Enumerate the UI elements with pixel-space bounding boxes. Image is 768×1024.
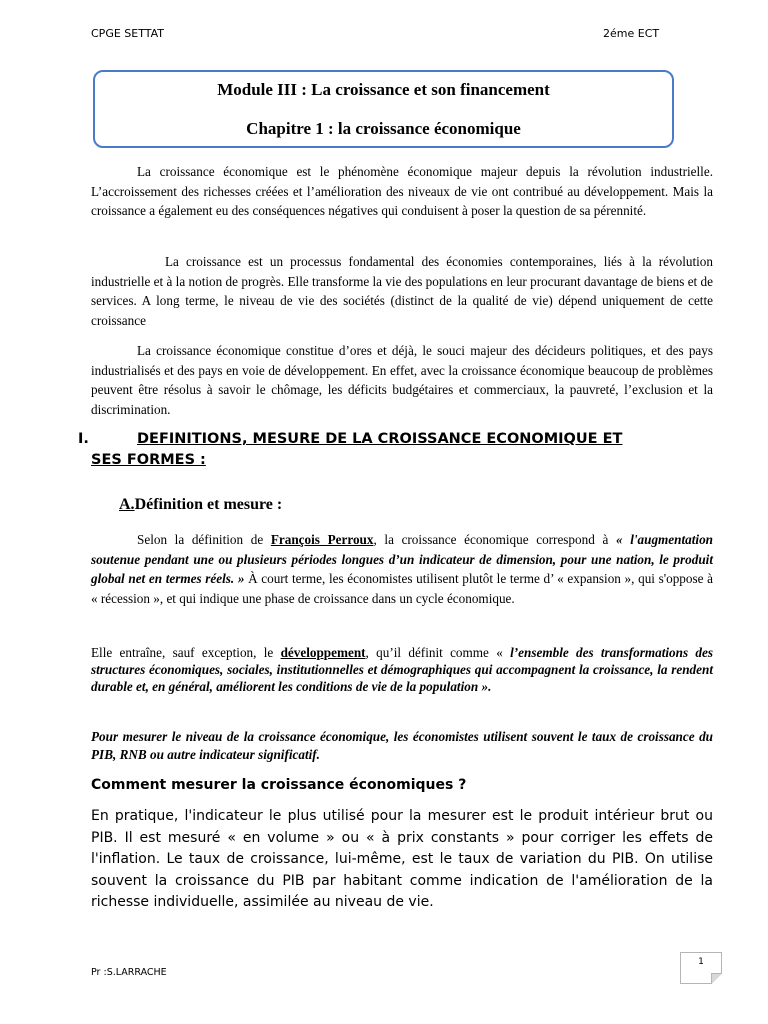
section-title-line1: DEFINITIONS, MESURE DE LA CROISSANCE ECONOMIQUE ET [137, 431, 623, 447]
definition-intro: Selon la définition de [137, 532, 271, 547]
page-number-box [680, 952, 722, 984]
module-title: Module III : La croissance et son financement [217, 80, 550, 99]
measure-note: Pour mesurer le niveau de la croissance économique, les économistes utilisent souvent le taux de croissance du PIB, RNB ou autre indicateur significatif. [91, 729, 713, 762]
measure-paragraph: En pratique, l'indicateur le plus utilisé pour la mesurer est le produit intérieur brut ou PIB. Il est mesuré « en volume » ou « à prix constants » pour corriger les effets de l'inflation. Le taux de croissance, lui-même, est le taux de variation du PIB. On utilise souvent la croissance du PIB par habitant comme indication de l'amélioration de la richesse individuelle, assimilée au niveau de vie. [91, 808, 713, 910]
development-intro: Elle entraîne, sauf exception, le [91, 645, 281, 660]
footer-author: Pr :S.LARRACHE [91, 967, 167, 978]
subsection-letter: A. [119, 496, 135, 513]
definition-end: À court terme, les économistes utilisent plutôt le terme d’ « expansion », qui s'oppose à « récession », et qui indique une phase de croissance dans un cycle économique. [91, 571, 713, 606]
perroux-quote: « l'augmentation soutenue pendant une ou plusieurs périodes longues d’un indicateur de dimension, pour une nation, le produit global net en termes réels. » [91, 532, 713, 586]
development-mid: , qu’il définit comme « [365, 645, 511, 660]
author-name: François Perroux [270, 532, 374, 547]
measure-heading: Comment mesurer la croissance économiques ? [91, 777, 467, 793]
definition-mid: , la croissance économique correspond à [373, 532, 609, 547]
intro-paragraph-2: La croissance est un processus fondamental des économies contemporaines, liés à la révolution industrielle et à la notion de progrès. Elle transforme la vie des populations en leur procurant davantage de biens et de services. A long terme, le niveau de vie des sociétés (distinct de la qualité de vie) dépend uniquement de cette croissance [91, 254, 713, 328]
page-number: 1 [698, 957, 704, 967]
title-box [93, 70, 674, 148]
header-left: CPGE SETTAT [91, 27, 164, 40]
development-quote: l’ensemble des transformations des structures économiques, sociales, institutionnelles et démographiques qui accompagnent la croissance, la rendent durable et, en général, améliorent les conditions de vie de la population ». [91, 645, 713, 694]
development-term: développement [280, 645, 366, 660]
subsection-title [119, 496, 282, 514]
page-fold-icon [711, 973, 722, 984]
section-number: I. [78, 431, 89, 447]
definition-paragraph [91, 530, 713, 608]
intro-paragraph-1: La croissance économique est le phénomène économique majeur depuis la révolution industrielle. L’accroissement des richesses créées et l’amélioration des niveaux de vie ont contribué au développement. Mais la croissance a également eu des conséquences négatives qui conduisent à poser la question de sa pérennité. [91, 164, 713, 218]
subsection-label: Définition et mesure : [134, 496, 283, 513]
section-title-line2: SES FORMES : [91, 452, 206, 468]
header-right: 2éme ECT [603, 27, 660, 40]
chapter-title: Chapitre 1 : la croissance économique [246, 119, 521, 138]
intro-paragraph-3: La croissance économique constitue d’ores et déjà, le souci majeur des décideurs politiques, et des pays industrialisés et des pays en voie de développement. En effet, avec la croissance économique beaucoup de problèmes peuvent être résolus à savoir le chômage, les déficits budgétaires et commerciaux, la pauvreté, l’exclusion et la discrimination. [91, 343, 713, 417]
development-paragraph [91, 644, 713, 695]
